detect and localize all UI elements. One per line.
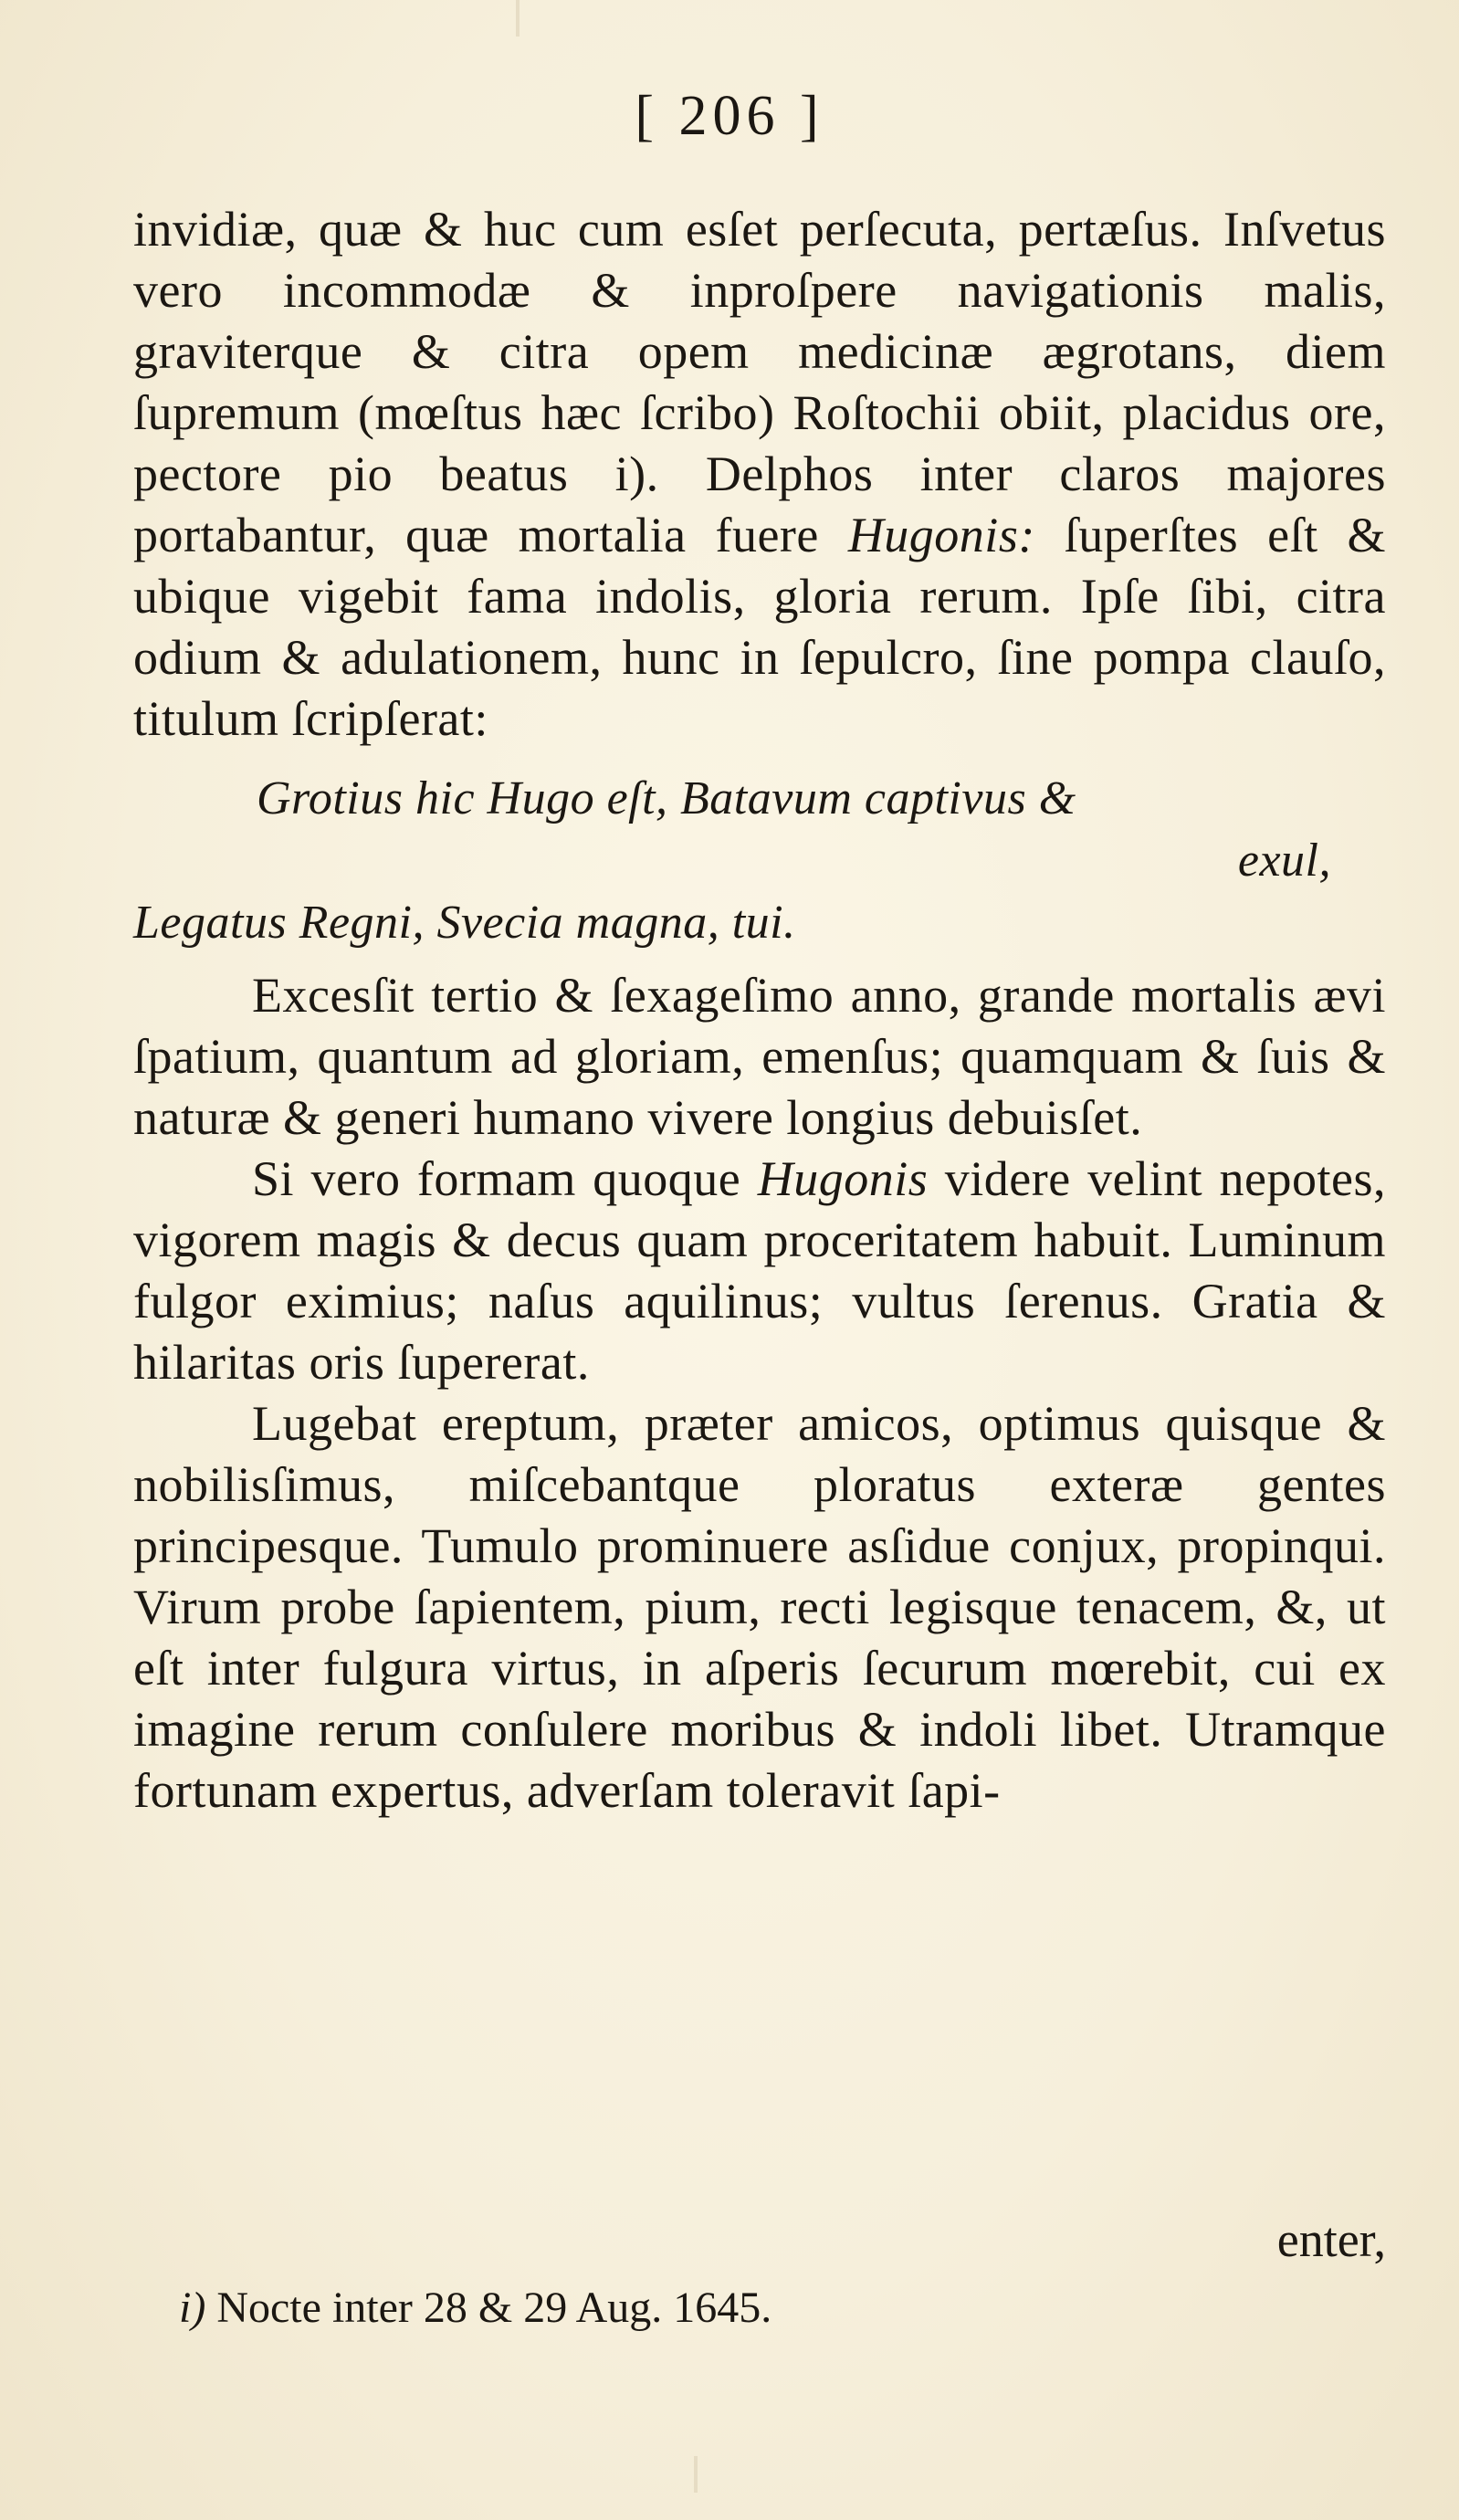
paragraph xyxy=(133,1149,1386,1393)
epitaph-verse xyxy=(133,768,1386,954)
paragraph xyxy=(133,199,1386,750)
page-number: [ 206 ] xyxy=(635,85,824,147)
paragraph: Excesſit tertio & ſexageſimo anno, grande mortalis ævi ſpatium, quantum ad gloriam, emenſus; quamquam & ſuis & naturæ & generi humano vivere longius debuisſet. xyxy=(133,968,1386,1145)
paragraph-text: Si vero formam quoque xyxy=(252,1151,741,1206)
verse-line: Grotius hic Hugo eſt, Batavum captivus & xyxy=(257,772,1076,824)
main-text xyxy=(133,199,1386,1822)
italic-name: Hugonis: xyxy=(847,508,1035,562)
paragraph-text: invidiæ, quæ & huc cum esſet perſecuta, pertæſus. Inſvetus vero incommodæ & inproſpere navigationis malis, graviterque & citra opem medicinæ ægrotans, diem ſupremum (mœſtus hæc ſcribo) Roſtochii obiit, placidus ore, pectore pio beatus i). Delphos inter claros majores portabantur, quæ mortalia fuere xyxy=(133,202,1386,562)
footnote-text: Nocte inter 28 & 29 Aug. 1645. xyxy=(216,2284,772,2332)
paragraph-text: ſuperſtes eſt & ubique vigebit fama indolis, gloria rerum. Ipſe ſibi, citra odium & adulationem, hunc in ſepulcro, ſine pompa clauſo, titulum ſcripſerat: xyxy=(133,508,1387,746)
paper-mark xyxy=(694,2456,698,2493)
paragraph-text: videre velint nepotes, vigorem magis & decus quam proceritatem habuit. Luminum fulgor eximius; naſus aquilinus; vultus ſerenus. Gratia & hilaritas oris ſupererat. xyxy=(133,1151,1387,1390)
footnote-mark: i) xyxy=(179,2284,206,2332)
catchword: enter, xyxy=(1276,2212,1386,2267)
paragraph: Lugebat ereptum, præter amicos, optimus quisque & nobilisſimus, miſcebantque ploratus exteræ gentes principesque. Tumulo prominuere asſidue conjux, propinqui. Virum probe ſapientem, pium, recti legisque tenacem, &, ut eſt inter fulgura virtus, in aſperis ſecurum mœrebit, cui ex imagine rerum conſulere moribus & indoli libet. Utramque fortunam expertus, adverſam toleravit ſapi- xyxy=(133,1396,1386,1818)
verse-line: Legatus Regni, Svecia magna, tui. xyxy=(133,897,796,949)
verse-line: exul, xyxy=(1237,835,1331,887)
footnote xyxy=(179,2283,1366,2333)
paper-mark xyxy=(516,0,520,37)
italic-name: Hugonis xyxy=(757,1151,929,1206)
